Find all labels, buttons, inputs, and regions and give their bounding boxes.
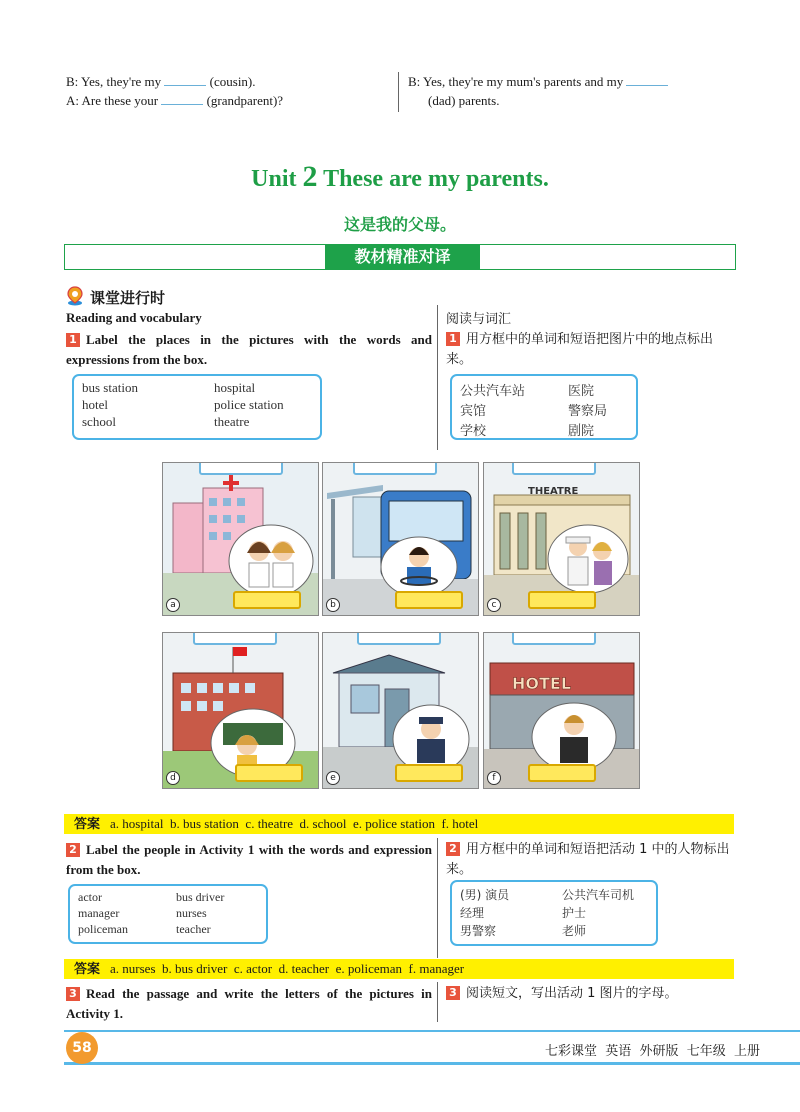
box-word: manager (78, 906, 120, 920)
box-word: hotel (82, 397, 108, 412)
answer-bar-2 (64, 959, 734, 979)
picture-letter: e (326, 771, 340, 785)
label-box-top (357, 632, 441, 645)
label-box-answer (528, 764, 596, 782)
activity-number: 2 (446, 842, 460, 856)
label-box-top (512, 462, 596, 475)
instruction-text: Label the places in the pictures with the words and expressions from the box. (66, 332, 432, 367)
picture-letter: f (487, 771, 501, 785)
box-word: policeman (78, 922, 128, 936)
banner-frame (64, 244, 736, 270)
picture-letter: a (166, 598, 180, 612)
answer-blank (161, 92, 203, 105)
box-word: 经理 (460, 906, 485, 920)
section-cn: 阅读与词汇 (446, 312, 512, 327)
book-title: 七彩课堂 英语 外研版 七年级 上册 (544, 1044, 760, 1059)
activity-number: 3 (66, 987, 80, 1001)
activity-number: 1 (66, 333, 80, 347)
column-divider (398, 72, 399, 112)
column-divider (437, 305, 438, 450)
footer-line (64, 1030, 800, 1032)
instruction-text: 用方框中的单词和短语把活动 1 中的人物标出来。 (446, 842, 730, 877)
activity3-instruction-cn (446, 984, 736, 1004)
label-box-top (199, 462, 283, 475)
dialogue-line: B: Yes, they're my mum's parents and my (408, 74, 624, 89)
instruction-text: Read the passage and write the letters of the pictures in Activity 1. (66, 986, 432, 1021)
picture-f-hotel (483, 632, 640, 789)
picture-b-bus-station (322, 462, 479, 616)
box-word: 学校 (460, 424, 487, 439)
answer-tag: 答案 (74, 962, 101, 977)
label-box-answer (395, 591, 463, 609)
activity-number: 2 (66, 843, 80, 857)
box-word: 宾馆 (460, 404, 487, 419)
instruction-text: 用方框中的单词和短语把图片中的地点标出来。 (446, 332, 714, 367)
picture-c-theatre (483, 462, 640, 616)
activity2-instruction-cn (446, 840, 736, 880)
label-box-answer (233, 591, 301, 609)
banner-title: 教材精准对译 (325, 244, 480, 270)
box-word: bus driver (176, 890, 225, 904)
dialogue-line: A: Are these your (66, 93, 159, 108)
box-word: theatre (214, 414, 250, 429)
label-box-top (512, 632, 596, 645)
answer-bar-1 (64, 814, 734, 834)
activity3-instruction-en (66, 984, 432, 1024)
label-box-answer (395, 764, 463, 782)
column-divider (437, 982, 438, 1022)
unit-title-text: These are my parents. (323, 166, 549, 192)
box-word: police station (214, 397, 284, 412)
dialogue-right (408, 72, 738, 110)
footer-line-bottom (64, 1062, 800, 1065)
unit-subtitle: 这是我的父母。 (343, 215, 456, 234)
theatre-sign: THEATRE (528, 486, 579, 497)
box-word: nurses (176, 906, 207, 920)
picture-d-school (162, 632, 319, 789)
box-word: bus station (82, 380, 138, 395)
word-box-cn (450, 374, 638, 440)
box-word: 公共汽车站 (460, 384, 526, 399)
hotel-sign: HOTEL (512, 674, 572, 693)
activity-number: 3 (446, 986, 460, 1000)
unit-title (0, 160, 800, 194)
word-box-en-2 (68, 884, 268, 944)
picture-letter: c (487, 598, 501, 612)
word-box-en (72, 374, 322, 440)
activity-number: 1 (446, 332, 460, 346)
word-box-cn-2 (450, 880, 658, 946)
activity1-instruction-en (66, 330, 432, 370)
box-word: 男警察 (460, 924, 497, 938)
box-word: (男) 演员 (460, 888, 510, 902)
box-word: 公共汽车司机 (562, 888, 635, 902)
box-word: school (82, 414, 116, 429)
dialogue-hint: (cousin). (209, 74, 256, 89)
picture-e-police-station (322, 632, 479, 789)
label-box-answer (235, 764, 303, 782)
dialogue-line: (dad) parents. (428, 93, 500, 108)
box-word: 医院 (568, 384, 595, 399)
page-number: 58 (66, 1032, 98, 1064)
box-word: 护士 (562, 906, 587, 920)
label-box-top (353, 462, 437, 475)
label-box-answer (528, 591, 596, 609)
location-pin-icon (66, 286, 84, 306)
dialogue-left (66, 72, 396, 110)
column-divider (437, 838, 438, 958)
dialogue-line: B: Yes, they're my (66, 74, 162, 89)
picture-letter: b (326, 598, 340, 612)
answer-blank (164, 73, 206, 86)
activity1-instruction-cn (446, 330, 736, 370)
unit-label: Unit (251, 166, 297, 192)
box-word: 警察局 (568, 404, 608, 419)
box-word: 老师 (562, 924, 587, 938)
label-box-top (193, 632, 277, 645)
instruction-text: Label the people in Activity 1 with the words and expression from the box. (66, 842, 432, 877)
picture-letter: d (166, 771, 180, 785)
unit-number: 2 (302, 160, 318, 193)
box-word: actor (78, 890, 102, 904)
activity2-instruction-en (66, 840, 432, 880)
answer-text: a. hospital b. bus station c. theatre d. school e. police station f. hotel (110, 816, 479, 831)
answer-blank (626, 73, 668, 86)
picture-a-hospital (162, 462, 319, 616)
instruction-text: 阅读短文，写出活动 1 图片的字母。 (466, 986, 678, 1001)
box-word: hospital (214, 380, 256, 395)
box-word: teacher (176, 922, 211, 936)
box-word: 剧院 (568, 424, 595, 439)
dialogue-hint: (grandparent)? (206, 93, 284, 108)
section-en: Reading and vocabulary (66, 310, 202, 325)
classroom-title: 课堂进行时 (90, 289, 166, 307)
answer-tag: 答案 (74, 817, 101, 832)
answer-text: a. nurses b. bus driver c. actor d. teacher e. policeman f. manager (110, 961, 465, 976)
